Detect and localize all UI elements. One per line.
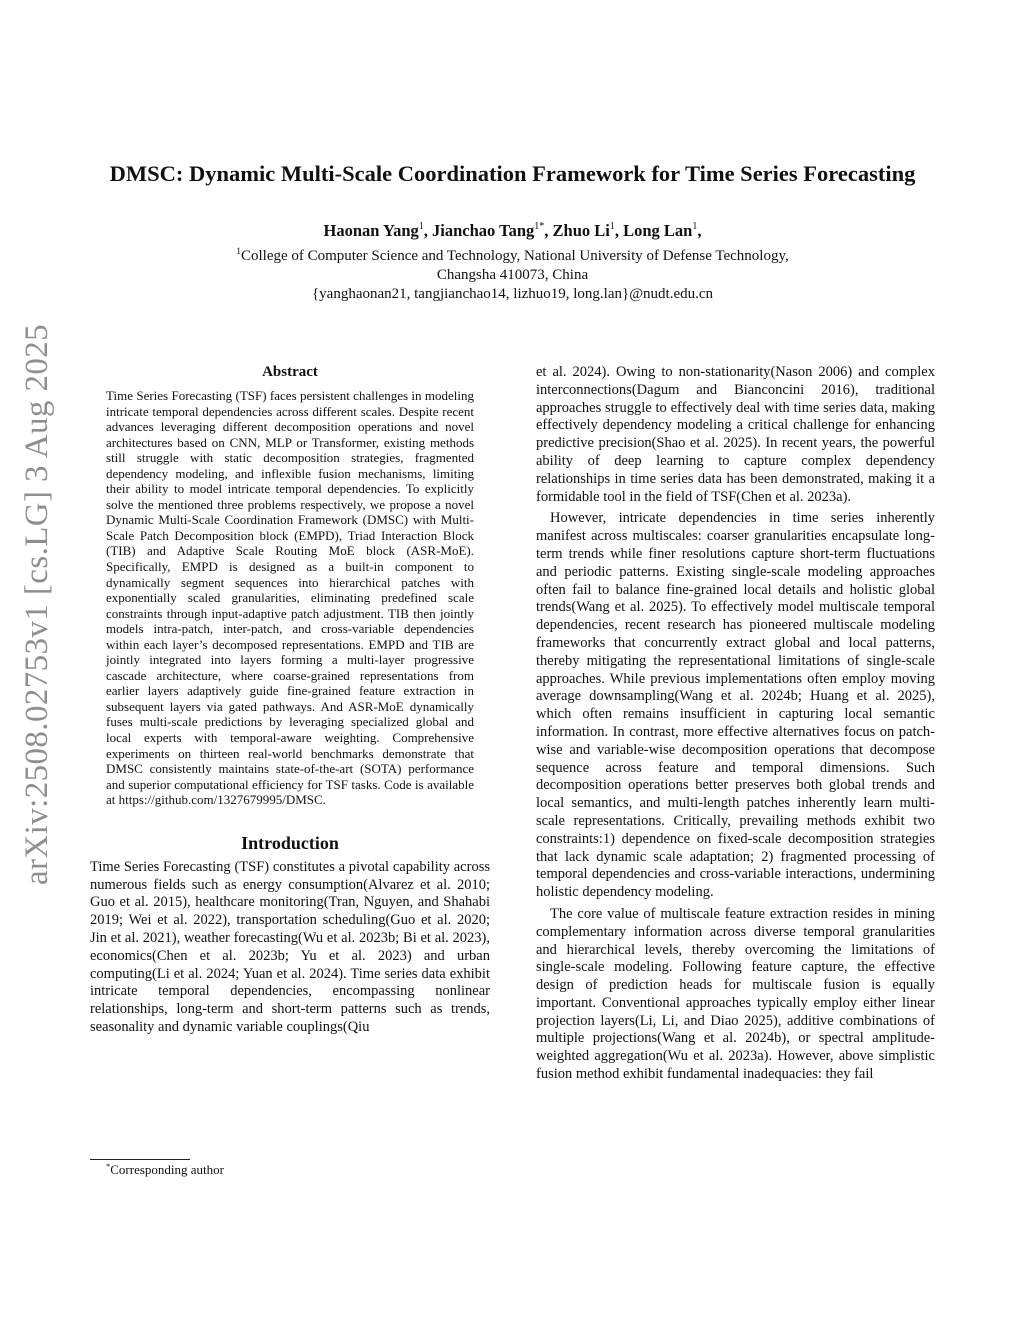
affiliation-line: $^1$College of Computer Science and Technology, National University of Defense Technology, <box>236 247 789 264</box>
footnote-text: Corresponding author <box>110 1162 224 1177</box>
author-affiliation-mark: 1* <box>534 221 545 232</box>
intro-paragraph-1-continued: et al. 2024). Owing to non-stationarity(Nason 2006) and complex interconnections(Dagum and Bianconcini 2016), traditional approaches struggle to effectively deal with time series data, making effectively dependency modeling a critical challenge for enhancing predictive precision(Shao et al. 2025). In recent years, the powerful ability of deep learning to capture complex dependency relationships in time series data has been demonstrated, making it a formidable tool in the field of TSF(Chen et al. 2023a). <box>536 364 935 505</box>
left-column <box>90 362 490 1037</box>
arxiv-identifier-stamp: arXiv:2508.02753v1 [cs.LG] 3 Aug 2025 <box>19 323 55 885</box>
intro-paragraph-2: However, intricate dependencies in time series inherently manifest across multiscales: coarser granularities encapsulate long-term trends while finer resolutions capture short-term fluctuations and periodic patterns. Existing single-scale modeling approaches often fail to balance fine-grained local details and holistic global trends(Wang et al. 2025). To effectively model multiscale temporal dependencies, recent research has pioneered multiscale modeling frameworks that concurrently extract global and local patterns, thereby mitigating the representational limitations of single-scale approaches. While previous implementations often employ moving average downsampling(Wang et al. 2024b; Huang et al. 2025), which often remains insufficient in capturing local semantic information. In contrast, more effective alternatives focus on patch-wise and variable-wise decomposition operations that decompose sequence across feature and temporal dimensions. Such decomposition operations better preserves both global trends and local semantics, and multi-length patches inherently learn multi-scale representations. Critically, prevailing methods exhibit two constraints:1) dependence on fixed-scale decomposition strategies that lack dynamic scale adaptation; 2) fragmented processing of temporal dependencies and cross-variable interactions, undermining holistic dependency modeling. <box>536 510 935 901</box>
footnote <box>106 1162 224 1178</box>
affiliation-block <box>90 247 935 304</box>
intro-paragraph-1: Time Series Forecasting (TSF) constitutes a pivotal capability across numerous fields such as energy consumption(Alvarez et al. 2010; Guo et al. 2015), healthcare monitoring(Tran, Nguyen, and Shahabi 2019; Wei et al. 2022), transportation scheduling(Guo et al. 2020; Jin et al. 2021), weather forecasting(Wu et al. 2023b; Bi et al. 2023), economics(Chen et al. 2023b; Yu et al. 2023) and urban computing(Li et al. 2024; Yuan et al. 2024). Time series data exhibit intricate temporal dependencies, encompassing nonlinear relationships, long-term and short-term patterns such as trends, seasonality and dynamic variable couplings(Qiu <box>90 858 490 1035</box>
author-affiliation-mark: 1 <box>609 221 615 232</box>
intro-paragraph-3: The core value of multiscale feature extraction resides in mining complementary information across diverse temporal granularities and hierarchical levels, thereby overcoming the limitations of single-scale modeling. Following feature capture, the effective design of prediction heads for multiscale fusion is equally important. Conventional approaches typically employ either linear projection layers(Li, Li, and Diao 2025), additive combinations of multiple projections(Wang et al. 2024b), or spectral amplitude-weighted aggregation(Wu et al. 2023a). However, above simplistic fusion method exhibit fundamental inadequacies: they fail <box>536 905 935 1083</box>
author-emails: {yanghaonan21, tangjianchao14, lizhuo19, long.lan}@nudt.edu.cn <box>311 286 714 302</box>
paper-title: DMSC: Dynamic Multi-Scale Coordination Framework for Time Series Forecasting <box>109 161 916 186</box>
author-affiliation-mark: 1 <box>418 221 424 232</box>
author-list <box>90 221 935 241</box>
abstract-text: Time Series Forecasting (TSF) faces persistent challenges in modeling intricate temporal dependencies across different scales. Despite recent advances leveraging different decomposition operations and novel architectures based on CNN, MLP or Transformer, existing methods still struggle with static decomposition strategies, fragmented dependency modeling, and inflexible fusion mechanisms, limiting their ability to model intricate temporal dependencies. To explicitly solve the mentioned three problems respectively, we propose a novel Dynamic Multi-Scale Coordination Framework (DMSC) with Multi-Scale Patch Decomposition block (EMPD), Triad Interaction Block (TIB) and Adaptive Scale Routing MoE block (ASR-MoE). Specifically, EMPD is designed as a built-in component to dynamically segment sequences into hierarchical patches with exponentially scaled granularities, eliminating predefined scale constraints through input-adaptive patch adjustment. TIB then jointly models intra-patch, inter-patch, and cross-variable dependencies within each layer’s decomposed representations. EMPD and TIB are jointly integrated into layers forming a multi-layer progressive cascade architecture, where coarse-grained representations from earlier layers adaptively guide fine-grained feature extraction in subsequent layers via gated pathways. And ASR-MoE dynamically fuses multi-scale predictions by leveraging specialized global and local experts with temporal-aware weighting. Comprehensive experiments on thirteen real-world benchmarks demonstrate that DMSC consistently maintains state-of-the-art (SOTA) performance and superior computational efficiency for TSF tasks. Code is available at https://github.com/1327679995/DMSC. <box>106 388 474 808</box>
introduction-heading: Introduction <box>241 832 339 853</box>
author-name: Haonan Yang$^1$, <box>323 221 428 240</box>
author-name: Jianchao Tang$^{1*}$, <box>432 221 549 240</box>
right-column <box>536 364 935 1084</box>
footnote-mark: * <box>106 1161 111 1171</box>
paper-header <box>90 160 935 304</box>
author-affiliation-mark: 1 <box>692 221 698 232</box>
author-name: Long Lan$^1$, <box>623 221 702 240</box>
abstract-heading: Abstract <box>262 364 318 380</box>
affiliation-address: Changsha 410073, China <box>436 267 589 283</box>
author-name: Zhuo Li$^1$, <box>552 221 619 240</box>
footnote-divider <box>90 1159 190 1160</box>
affiliation-mark: 1 <box>236 247 241 257</box>
